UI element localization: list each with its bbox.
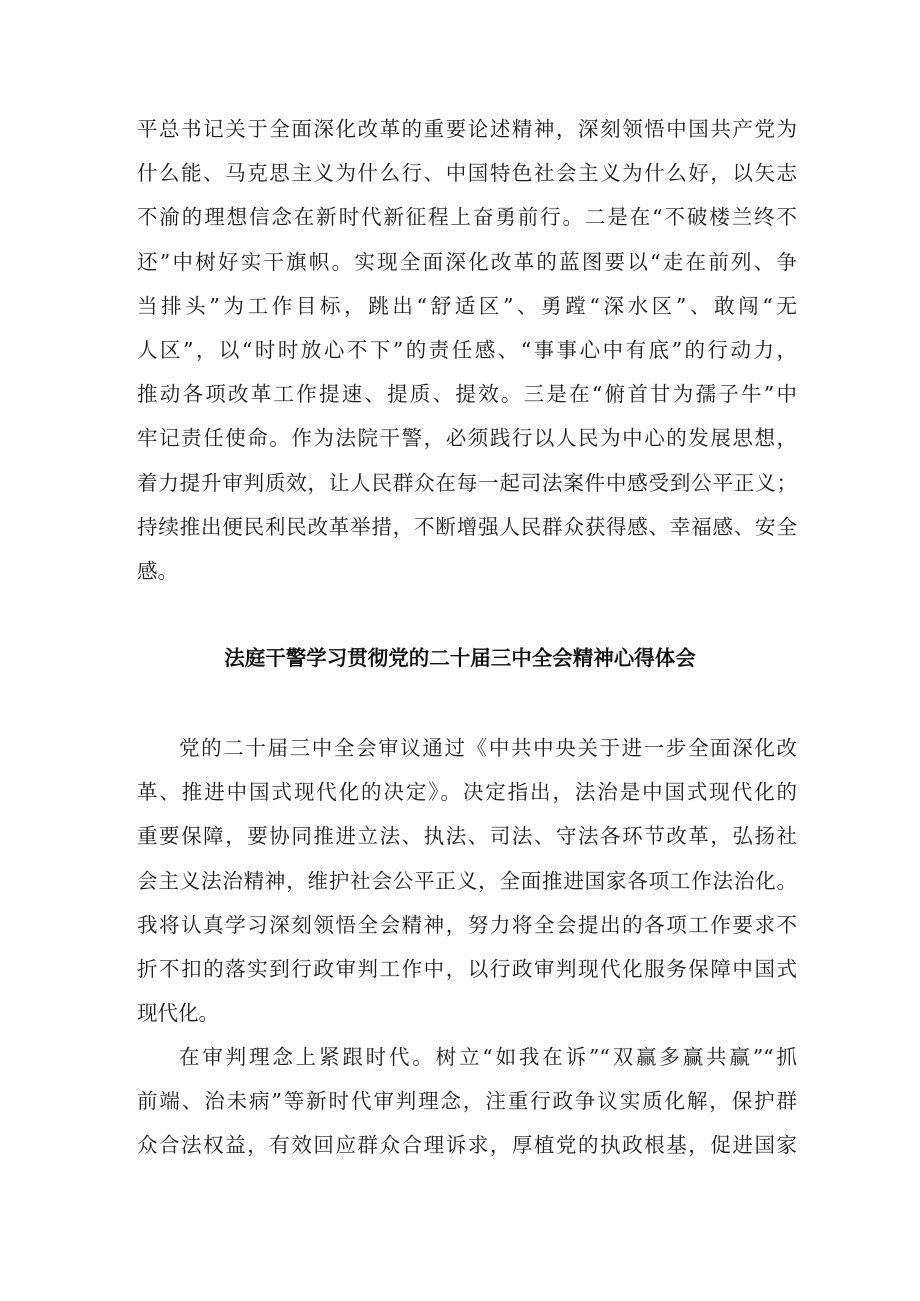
paragraph-line: 折不扣的落实到行政审判工作中，以行政审判现代化服务保障中国式 [137, 956, 797, 981]
paragraph-line: 当排头”为工作目标，跳出“舒适区”、勇蹚“深水区”、敢闯“无 [137, 293, 797, 318]
paragraph-line: 牢记责任使命。作为法院干警，必须践行以人民为中心的发展思想， [137, 426, 797, 451]
paragraph-line: 还”中树好实干旗帜。实现全面深化改革的蓝图要以“走在前列、争 [137, 249, 797, 274]
paragraph-line: 党的二十届三中全会审议通过《中共中央关于进一步全面深化改 [179, 736, 797, 760]
paragraph-intro [137, 726, 797, 1035]
paragraph-line: 我将认真学习深刻领悟全会精神，努力将全会提出的各项工作要求不 [137, 912, 797, 937]
paragraph-line: 不渝的理想信念在新时代新征程上奋勇前行。二是在“不破楼兰终不 [137, 205, 797, 230]
paragraph-line: 前端、治未病”等新时代审判理念，注重行政争议实质化解，保护群 [137, 1089, 797, 1114]
paragraph-line: 感。 [137, 558, 178, 583]
paragraph-line: 会主义法治精神，维护社会公平正义，全面推进国家各项工作法治化。 [137, 868, 797, 893]
paragraph-line: 平总书记关于全面深化改革的重要论述精神，深刻领悟中国共产党为 [137, 117, 797, 141]
paragraph-line: 什么能、马克思主义为什么行、中国特色社会主义为什么好，以矢志 [137, 161, 797, 186]
paragraph-judicial-philosophy [137, 1035, 797, 1168]
paragraph-line: 推动各项改革工作提速、提质、提效。三是在“俯首甘为孺子牛”中 [137, 382, 797, 407]
paragraph-line: 着力提升审判质效，让人民群众在每一起司法案件中感受到公平正义； [137, 470, 797, 495]
paragraph-line: 革、推进中国式现代化的决定》。决定指出，法治是中国式现代化的 [137, 780, 797, 805]
continued-paragraph [137, 107, 797, 593]
paragraph-line: 现代化。 [137, 1001, 219, 1026]
paragraph-line: 在审判理念上紧跟时代。树立“如我在诉”“双赢多赢共赢”“抓 [179, 1045, 797, 1069]
paragraph-line: 持续推出便民利民改革举措，不断增强人民群众获得感、幸福感、安全 [137, 514, 797, 539]
paragraph-line: 重要保障，要协同推进立法、执法、司法、守法各环节改革，弘扬社 [137, 824, 797, 849]
paragraph-line: 众合法权益，有效回应群众合理诉求，厚植党的执政根基，促进国家 [137, 1133, 797, 1158]
section-title: 法庭干警学习贯彻党的二十届三中全会精神心得体会 [224, 646, 696, 670]
paragraph-line: 人区”，以“时时放心不下”的责任感、“事事心中有底”的行动力， [137, 337, 797, 362]
